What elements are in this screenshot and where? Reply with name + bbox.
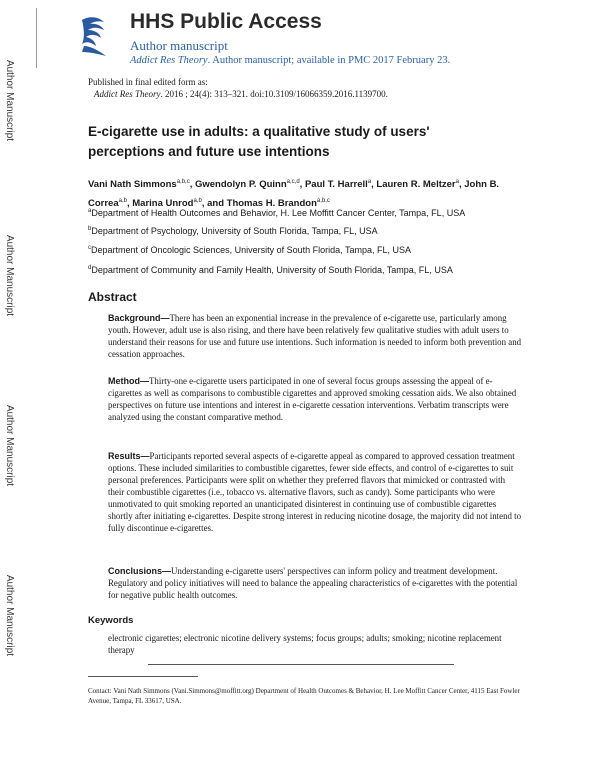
affiliation: $^d$Department of Community and Family Health, University of South Florida, Tampa, FL, USA	[88, 265, 453, 275]
hhs-public-access-title: HHS Public Access	[130, 10, 322, 33]
author-manuscript-subtitle: Author manuscript	[130, 38, 228, 53]
keywords-list: electronic cigarettes; electronic nicotine delivery systems; focus groups; adults; smoking; nicotine replacement therapy	[108, 633, 502, 655]
abstract-results: Results—Participants reported several aspects of e-cigarette appeal as compared to approved cessation treatment options. These included similarities to combustible cigarettes, fewer side effects, and control of e-cigarettes to suit personal preferences. Participants were split on whether they preferred flavors that mimicked or contrasted with their combustible cigarettes (i.e., tobacco vs. alternative flavors, such as candy). Some participants who were unmotivated to quit smoking reported an unanticipated disinterest in continuing use of combustible cigarettes shortly after initiating e-cigarettes. Despite strong interest in reducing nicotine dosage, the majority did not intend to fully discontinue e-cigarettes.	[108, 451, 522, 533]
affiliation: $^c$Department of Oncologic Sciences, University of South Florida, Tampa, FL, USA	[88, 245, 411, 255]
side-label: Author Manuscript	[4, 574, 16, 656]
article-title: E-cigarette use in adults: a qualitative study of users' perceptions and future use intentions	[88, 124, 430, 159]
journal-name: Addict Res Theory	[130, 55, 208, 66]
citation: . 2016 ; 24(4): 313–321. doi:10.3109/16066359.2016.1139700.	[160, 89, 388, 99]
availability-line: Addict Res Theory. Author manuscript; available in PMC 2017 February 23.	[130, 55, 451, 66]
author-list: Vani Nath Simmons$^{a,b,c}$, Gwendolyn P. Quinn$^{a,c,d}$, Paul T. Harrell$^a$, Lauren R. Meltzer$^a$, John B. Correa$^{a,b}$, Marina Unrod$^{a,b}$, and Thomas H. Brandon$^{a,b,c}$	[88, 179, 500, 210]
affiliation: $^b$Department of Psychology, University of South Florida, Tampa, FL, USA	[88, 226, 378, 236]
abstract-method: Method—Thirty-one e-cigarette users participated in one of several focus groups assessing the appeal of e-cigarettes as well as comparisons to combustible cigarettes and approved smoking cessation aids. We also obtained perspectives on future use intentions and interest in e-cigarette cessation interventions. Verbatim transcripts were analyzed using the constant comparative method.	[108, 376, 517, 422]
side-label: Author Manuscript	[4, 234, 16, 316]
publication-info: Published in final edited form as: Addict Res Theory. 2016 ; 24(4): 313–321. doi:10.3109/16066359.2016.1139700.	[88, 77, 388, 99]
hhs-eagle-logo	[76, 14, 112, 58]
margin-divider	[36, 8, 37, 68]
contact-footnote: Contact: Vani Nath Simmons (Vani.Simmons@moffitt.org) Department of Health Outcomes & Behavior, H. Lee Moffitt Cancer Center, 4115 East Fowler Avenue, Tampa, FL 33617, USA.	[88, 687, 520, 705]
abstract-conclusions: Conclusions—Understanding e-cigarette users' perspectives can inform policy and treatment development. Regulatory and policy initiatives will need to balance the appealing characteristics of e-cigarettes with the potential for negative public health outcomes.	[108, 566, 518, 600]
journal-name: Addict Res Theory	[94, 89, 161, 99]
affiliation: $^a$Department of Health Outcomes and Behavior, H. Lee Moffitt Cancer Center, Tampa, FL, USA	[88, 208, 466, 218]
keywords-heading: Keywords	[88, 615, 134, 626]
divider	[148, 664, 454, 665]
footnote-divider	[88, 676, 198, 677]
side-label: Author Manuscript	[4, 404, 16, 486]
abstract-background: Background—There has been an exponential increase in the prevalence of e-cigarette use, particularly among youth. However, adult use is also rising, and there have been relatively few qualitative studies with adult users to understand their reasons for use and future use intentions. Such information is needed to inform both prevention and cessation approaches.	[108, 313, 522, 359]
abstract-heading: Abstract	[88, 290, 137, 304]
side-label: Author Manuscript	[4, 59, 16, 141]
